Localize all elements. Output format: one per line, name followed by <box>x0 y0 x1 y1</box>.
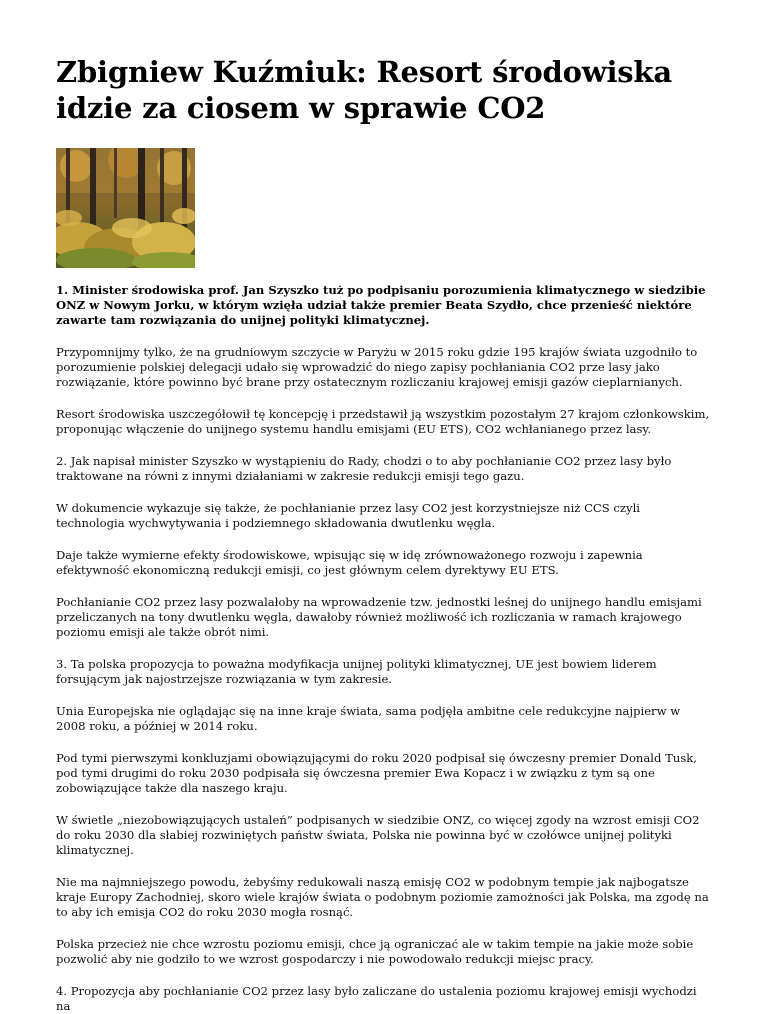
article-paragraph: Unia Europejska nie oglądając się na inne kraje świata, sama podjęła ambitne cele redukcyjne najpierw w 2008 roku, a później w 2014 roku. <box>56 704 681 733</box>
article-paragraph: Nie ma najmniejszego powodu, żebyśmy redukowali naszą emisję CO2 w podobnym tempie jak najbogatsze kraje Europy Zachodniej, skoro wiele krajów świata o podobnym poziomie zamożności jak Polska, ma zgodę na to aby ich emisja CO2 do roku 2030 mogła rosnąć. <box>56 875 709 919</box>
article-lead-paragraph: 1. Minister środowiska prof. Jan Szyszko tuż po podpisaniu porozumienia klimatycznego w siedzibie ONZ w Nowym Jorku, w którym wzięła udział także premier Beata Szydło, chce przenieść niektóre zawarte tam rozwiązania do unijnej polityki klimatycznej. <box>56 283 706 327</box>
article-paragraph: 2. Jak napisał minister Szyszko w wystąpieniu do Rady, chodzi o to aby pochłanianie CO2 przez lasy było traktowane na równi z innymi działaniami w zakresie redukcji emisji tego gazu. <box>56 454 672 483</box>
article-title: Zbigniew Kuźmiuk: Resort środowiska idzie za ciosem w sprawie CO2 <box>56 55 672 125</box>
article-paragraph: Przypomnijmy tylko, że na grudniowym szczycie w Paryżu w 2015 roku gdzie 195 krajów świata uzgodniło to porozumienie polskiej delegacji udało się wprowadzić do niego zapisy pochłaniania CO2 prze lasy jako rozwiązanie, które powinno być brane przy ostatecznym rozliczaniu krajowej emisji gazów cieplarnianych. <box>56 345 698 389</box>
article-paragraph: Pod tymi pierwszymi konkluzjami obowiązującymi do roku 2020 podpisał się ówczesny premier Donald Tusk, pod tymi drugimi do roku 2030 podpisała się ówczesna premier Ewa Kopacz i w związku z tym są one zobowiązujące także dla naszego kraju. <box>56 751 697 795</box>
article-paragraph: Daje także wymierne efekty środowiskowe, wpisując się w idę zrównoważonego rozwoju i zapewnia efektywność ekonomiczną redukcji emisji, co jest głównym celem dyrektywy EU ETS. <box>56 548 643 577</box>
article-paragraph: W dokumencie wykazuje się także, że pochłanianie przez lasy CO2 jest korzystniejsze niż CCS czyli technologia wychwytywania i podziemnego składowania dwutlenku węgla. <box>56 501 641 530</box>
article-paragraph: Resort środowiska uszczegółowił tę koncepcję i przedstawił ją wszystkim pozostałym 27 krajom członkowskim, proponując włączenie do unijnego systemu handlu emisjami (EU ETS), CO2 wchłanianego przez lasy. <box>56 407 710 436</box>
article-paragraph: W świetle „niezobowiązujących ustaleń” podpisanych w siedzibie ONZ, co więcej zgody na wzrost emisji CO2 do roku 2030 dla słabiej rozwiniętych państw świata, Polska nie powinna być w czołówce unijnej polityki klimatycznej. <box>56 813 700 857</box>
forest-photo <box>56 148 195 268</box>
article-paragraph: 4. Propozycja aby pochłanianie CO2 przez lasy było zaliczane do ustalenia poziomu krajowej emisji wychodzi na <box>56 984 697 1013</box>
forest-photo-graphic <box>56 148 195 268</box>
article-paragraph: 3. Ta polska propozycja to poważna modyfikacja unijnej polityki klimatycznej, UE jest bowiem liderem forsującym jak najostrzejsze rozwiązania w tym zakresie. <box>56 657 657 686</box>
article-paragraph: Pochłanianie CO2 przez lasy pozwalałoby na wprowadzenie tzw. jednostki leśnej do unijnego handlu emisjami przeliczanych na tony dwutlenku węgla, dawałoby również możliwość ich rozliczania w ramach krajowego poziomu emisji ale także obrót nimi. <box>56 595 702 639</box>
article-paragraph: Polska przecież nie chce wzrostu poziomu emisji, chce ją ograniczać ale w takim tempie na jakie może sobie pozwolić aby nie godziło to we wzrost gospodarczy i nie powodowało redukcji miejsc pracy. <box>56 937 694 966</box>
